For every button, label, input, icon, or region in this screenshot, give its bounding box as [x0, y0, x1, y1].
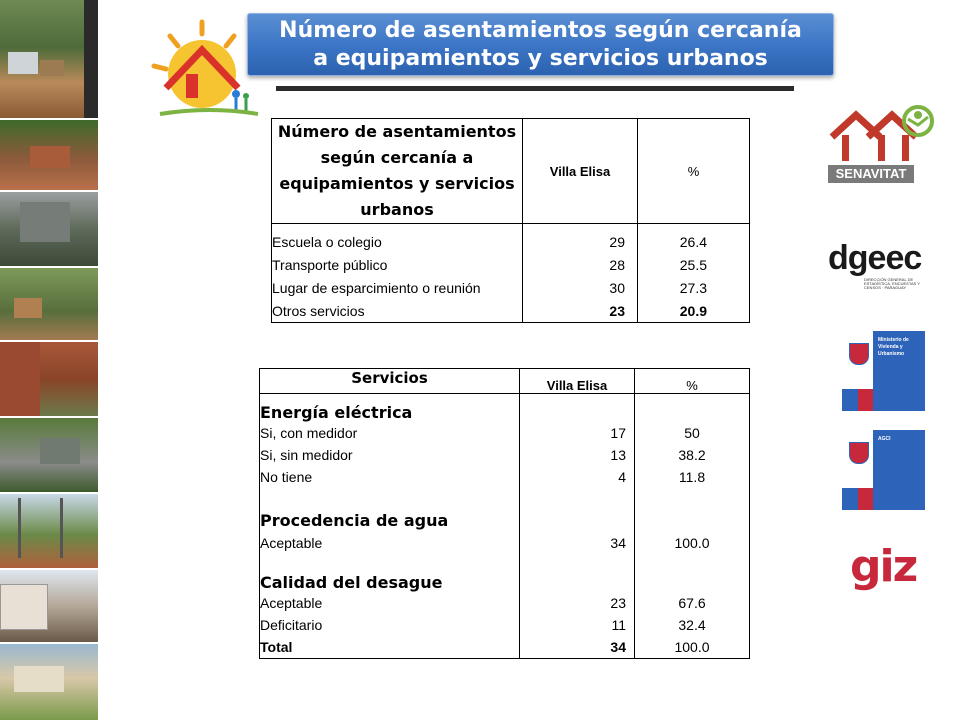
- section-row-agua: [260, 488, 750, 530]
- row-value: 4: [618, 469, 626, 485]
- photo-settlement-4: [0, 268, 98, 340]
- row-value: 23: [610, 595, 626, 611]
- row-percent: 32.4: [635, 614, 750, 636]
- row-percent: 26.4: [638, 224, 750, 254]
- table-header-percent: %: [635, 369, 750, 394]
- table-row: [272, 253, 750, 276]
- senavitat-logo-icon: [828, 95, 938, 185]
- agci-logo-icon: [842, 430, 925, 510]
- row-percent: 38.2: [635, 444, 750, 466]
- title-line-1: Número de asentamientos según cercanía: [279, 18, 802, 43]
- row-value: 29: [523, 224, 638, 254]
- ministry-label: Ministerio de Vivienda y Urbanismo: [878, 337, 909, 357]
- photo-settlement-3: [0, 192, 98, 266]
- table-header-percent: %: [638, 119, 750, 224]
- title-divider: [276, 86, 794, 91]
- row-value: 30: [523, 276, 638, 299]
- dgeec-wordmark: dgeec: [828, 239, 922, 277]
- senavitat-house-icon: [828, 95, 938, 165]
- table-row: [272, 224, 750, 254]
- row-value: 17: [610, 425, 626, 441]
- photo-settlement-5: [0, 342, 98, 416]
- row-percent: 20.9: [638, 299, 750, 323]
- row-value: 23: [523, 299, 638, 323]
- title-line-2: a equipamientos y servicios urbanos: [313, 46, 768, 71]
- table-header-villa-elisa: Villa Elisa: [520, 369, 635, 394]
- row-label: Si, con medidor: [260, 422, 520, 444]
- row-value: 28: [523, 253, 638, 276]
- row-percent: 100.0: [635, 530, 750, 556]
- photo-settlement-1: [0, 0, 98, 118]
- agci-label: AGCI: [878, 436, 891, 442]
- row-percent: 11.8: [635, 466, 750, 488]
- photo-settlement-6: [0, 418, 98, 492]
- row-percent: 67.6: [635, 592, 750, 614]
- table-row: [260, 422, 750, 444]
- table-row: [260, 444, 750, 466]
- photo-settlement-9: [0, 644, 98, 720]
- table-row: [260, 530, 750, 556]
- row-label: Deficitario: [260, 614, 520, 636]
- row-label: Aceptable: [260, 530, 520, 556]
- table-header-row: [260, 369, 750, 394]
- page-title: [247, 13, 834, 76]
- table-row: [260, 614, 750, 636]
- row-label: Escuela o colegio: [272, 224, 523, 254]
- section-row-energia: [260, 394, 750, 423]
- section-title: Calidad del desague: [260, 556, 520, 592]
- section-title: Energía eléctrica: [260, 394, 520, 423]
- row-value: 34: [610, 639, 626, 655]
- row-value: 11: [611, 617, 626, 633]
- table-header-label: Número de asentamientos según cercanía a equipamientos y servicios urbanos: [272, 119, 523, 224]
- row-value: 13: [610, 447, 626, 463]
- row-label: Transporte público: [272, 253, 523, 276]
- table-header-label: Servicios: [260, 369, 520, 394]
- table-row: [260, 466, 750, 488]
- row-percent: 25.5: [638, 253, 750, 276]
- settlements-proximity-table: [271, 118, 750, 323]
- gobierno-chile-logo-icon: [842, 331, 925, 411]
- dgeec-subtitle: DIRECCIÓN GENERAL DE ESTADÍSTICA, ENCUESTAS Y CENSOS · PARAGUAY: [864, 277, 920, 290]
- services-table: [259, 368, 750, 659]
- row-label: Otros servicios: [272, 299, 523, 323]
- row-label: Total: [260, 636, 520, 659]
- row-percent: 100.0: [635, 636, 750, 659]
- row-label: Lugar de esparcimiento o reunión: [272, 276, 523, 299]
- photo-settlement-7: [0, 494, 98, 568]
- row-label: Aceptable: [260, 592, 520, 614]
- photo-settlement-8: [0, 570, 98, 642]
- table-row-total: [260, 636, 750, 659]
- photo-strip: [0, 0, 98, 720]
- giz-logo-icon: giz: [850, 541, 917, 592]
- table-row: [272, 299, 750, 323]
- chile-shield-icon: [849, 343, 869, 365]
- table-row: [272, 276, 750, 299]
- table-header-villa-elisa: Villa Elisa: [523, 119, 638, 224]
- row-label: No tiene: [260, 466, 520, 488]
- chile-shield-icon: [849, 442, 869, 464]
- section-row-desague: [260, 556, 750, 592]
- row-label: Si, sin medidor: [260, 444, 520, 466]
- row-percent: 27.3: [638, 276, 750, 299]
- photo-settlement-2: [0, 120, 98, 190]
- table-header-row: [272, 119, 750, 224]
- row-percent: 50: [635, 422, 750, 444]
- table-row: [260, 592, 750, 614]
- senavitat-label: SENAVITAT: [828, 165, 914, 183]
- section-title: Procedencia de agua: [260, 488, 520, 530]
- row-value: 34: [610, 535, 626, 551]
- dgeec-logo-icon: [828, 238, 920, 298]
